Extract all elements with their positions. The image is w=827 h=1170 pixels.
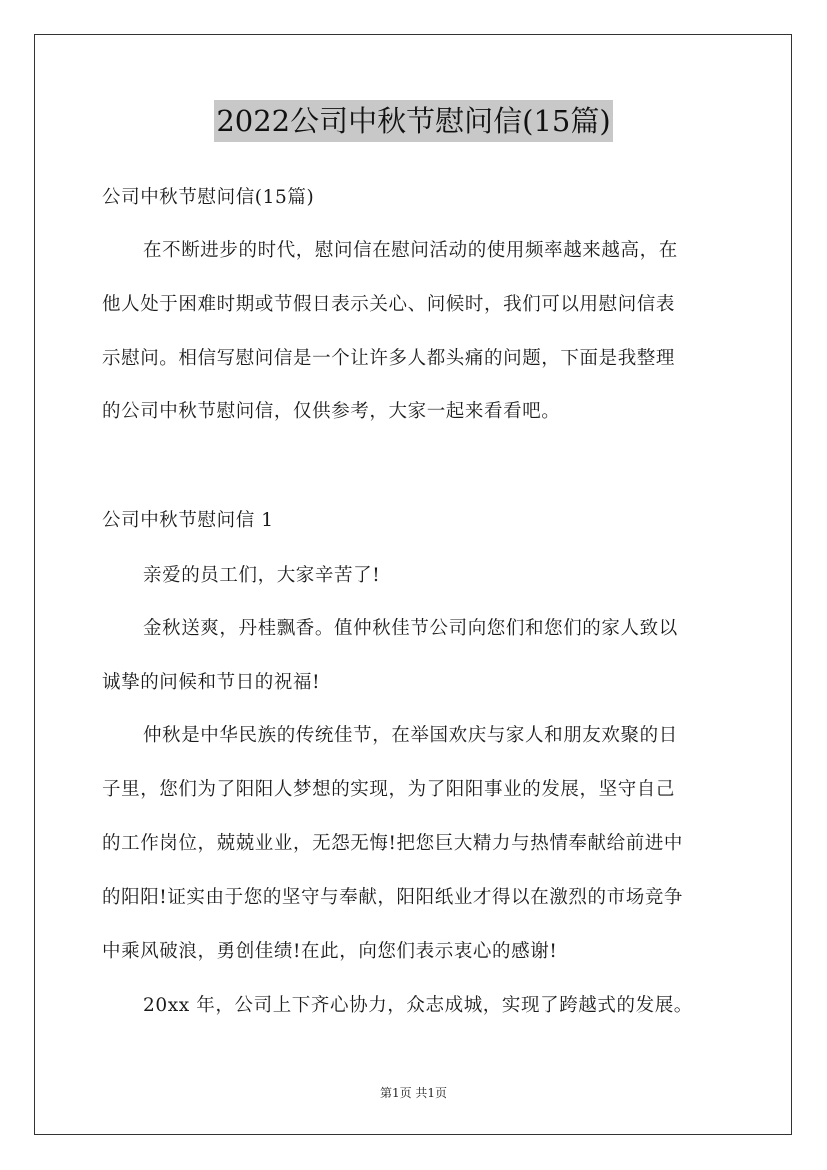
intro-line: 他人处于困难时期或节假日表示关心、问候时，我们可以用慰问信表 bbox=[102, 294, 676, 315]
title-container bbox=[0, 100, 827, 142]
paragraph-line: 中乘风破浪，勇创佳绩!在此，向您们表示衷心的感谢! bbox=[102, 941, 558, 962]
paragraph-line: 仲秋是中华民族的传统佳节，在举国欢庆与家人和朋友欢聚的日 bbox=[143, 725, 678, 746]
subtitle: 公司中秋节慰问信(15篇) bbox=[102, 187, 315, 208]
paragraph-line: 的工作岗位，兢兢业业，无怨无悔!把您巨大精力与热情奉献给前进中 bbox=[102, 833, 684, 854]
intro-line: 示慰问。相信写慰问信是一个让许多人都头痛的问题，下面是我整理 bbox=[102, 348, 676, 369]
document-title: 2022公司中秋节慰问信(15篇) bbox=[214, 100, 612, 142]
section-heading: 公司中秋节慰问信 1 bbox=[102, 510, 274, 531]
intro-line: 在不断进步的时代，慰问信在慰问活动的使用频率越来越高，在 bbox=[143, 240, 678, 261]
intro-line: 的公司中秋节慰问信，仅供参考，大家一起来看看吧。 bbox=[102, 401, 561, 422]
paragraph-line: 子里，您们为了阳阳人梦想的实现，为了阳阳事业的发展，坚守自己 bbox=[102, 779, 676, 800]
paragraph-line: 诚挚的问候和节日的祝福! bbox=[102, 672, 321, 693]
greeting-line: 亲爱的员工们，大家辛苦了! bbox=[143, 565, 381, 586]
paragraph-line: 的阳阳!证实由于您的坚守与奉献，阳阳纸业才得以在激烈的市场竞争 bbox=[102, 887, 684, 908]
paragraph-line: 20xx 年，公司上下齐心协力，众志成城，实现了跨越式的发展。 bbox=[143, 995, 693, 1016]
page-number: 第1页 共1页 bbox=[379, 1086, 448, 1100]
paragraph-line: 金秋送爽，丹桂飘香。值仲秋佳节公司向您们和您们的家人致以 bbox=[143, 618, 678, 639]
